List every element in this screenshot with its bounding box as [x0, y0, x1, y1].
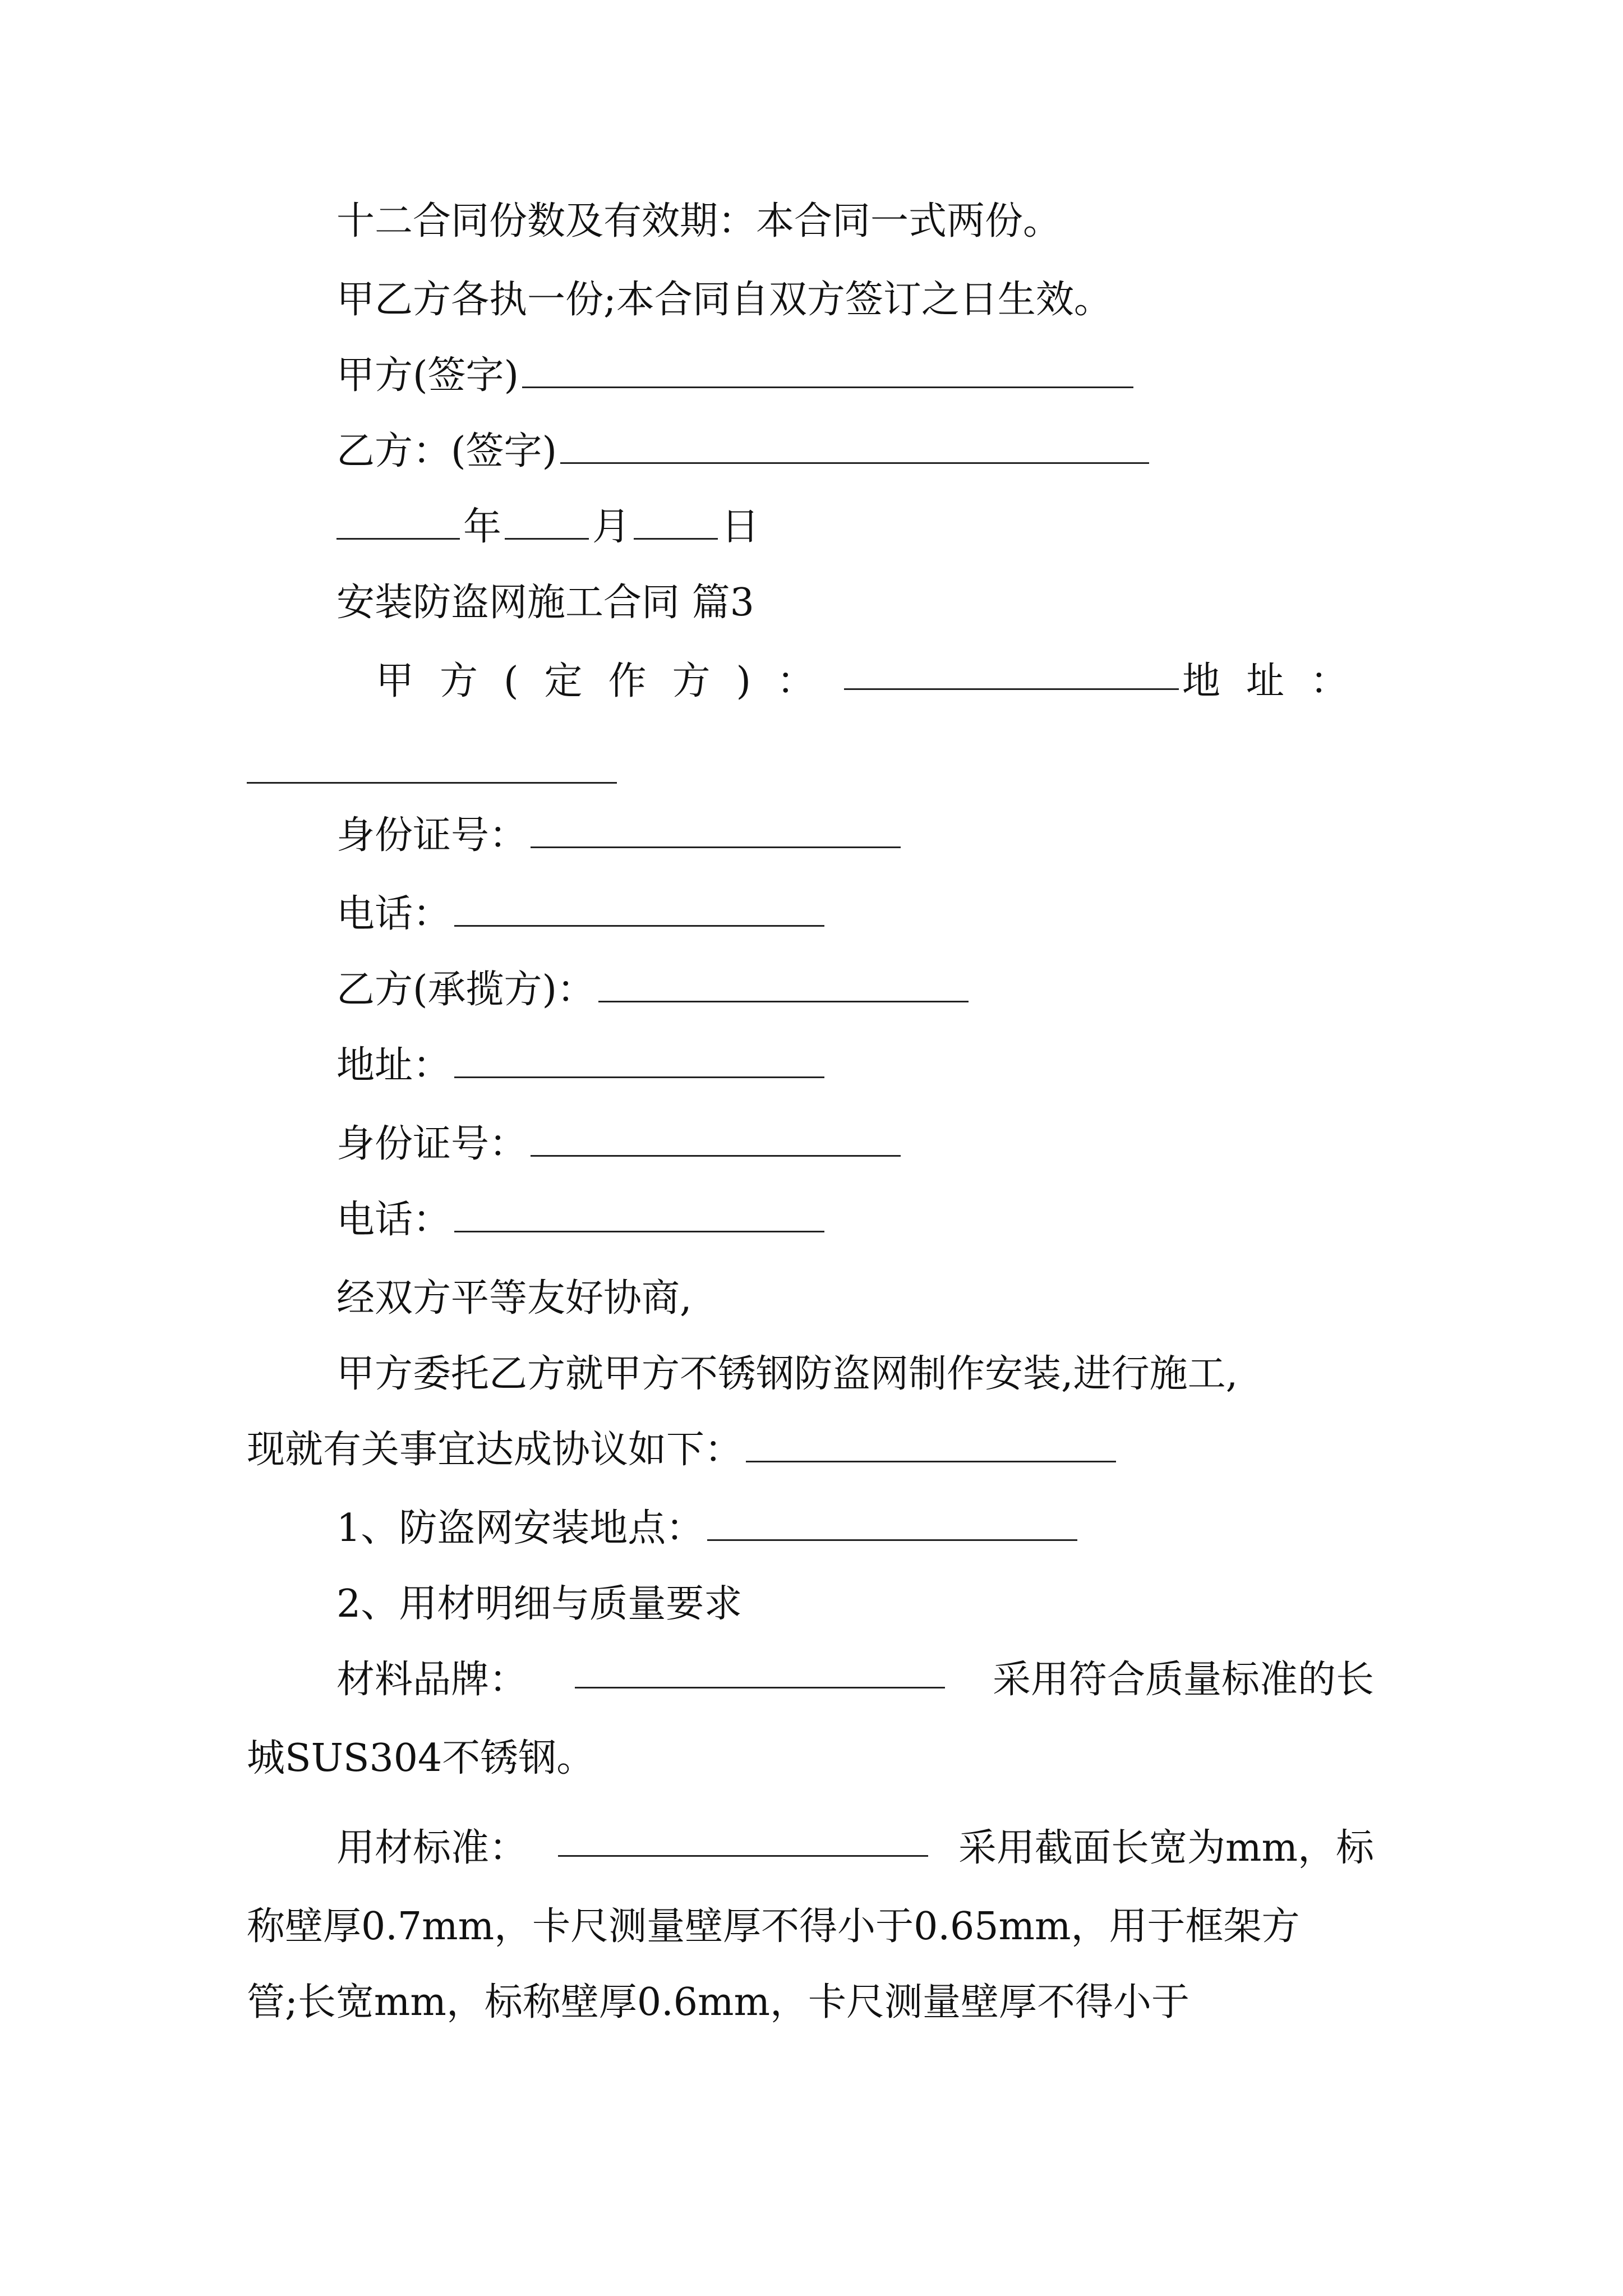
material-standard-line — [336, 1820, 1374, 1876]
agreement-blank[interactable] — [746, 1426, 1116, 1462]
year-blank[interactable] — [336, 503, 460, 540]
party-b-phone-line — [336, 1192, 1374, 1248]
party-b-id-line — [336, 1116, 1374, 1172]
party-b-name-blank[interactable] — [598, 966, 969, 1002]
party-b-phone-blank[interactable] — [454, 1196, 824, 1232]
pipe-spec-line — [247, 1975, 1374, 2031]
wall-thickness-text: 称壁厚0.7mm，卡尺测量壁厚不得小于0.65mm，用于框架方 — [247, 1904, 1300, 1949]
section-title-text: 安装防盗网施工合同 篇3 — [336, 581, 754, 625]
pipe-spec-text: 管;长宽mm，标称壁厚0.6mm，卡尺测量壁厚不得小于 — [247, 1980, 1189, 2024]
party-b-address-blank[interactable] — [454, 1042, 824, 1078]
negotiation-line — [336, 1271, 1374, 1327]
install-location-line — [336, 1501, 1374, 1557]
day-label: 日 — [721, 505, 760, 549]
party-a-signature-blank[interactable] — [522, 352, 1133, 388]
copies-text: 甲乙方各执一份;本合同自双方签订之日生效。 — [336, 278, 1112, 322]
material-standard-label: 用材标准： — [336, 1826, 528, 1870]
party-b-id-blank[interactable] — [531, 1120, 901, 1157]
agreement-line — [247, 1422, 1374, 1478]
month-blank[interactable] — [505, 503, 589, 540]
party-b-phone-label: 电话： — [336, 1198, 451, 1242]
copies-clause — [336, 272, 1374, 328]
material-brand-label: 材料品牌： — [336, 1658, 528, 1702]
party-a-signature-line — [336, 348, 1374, 404]
material-standard-blank[interactable] — [558, 1820, 928, 1857]
party-a-address-continuation — [247, 743, 1374, 799]
material-brand-text: 采用符合质量标准的长 — [992, 1658, 1374, 1702]
year-label: 年 — [463, 505, 502, 549]
party-b-contractor-label: 乙方(承揽方)： — [336, 968, 596, 1012]
party-a-id-line — [336, 808, 1374, 864]
party-a-id-label: 身份证号： — [336, 813, 528, 858]
party-a-header-line — [376, 654, 1374, 710]
material-standard-row — [336, 1820, 1374, 1876]
party-a-signature-label: 甲方(签字) — [336, 353, 519, 398]
material-steel-line — [247, 1731, 1374, 1787]
install-location-blank[interactable] — [707, 1504, 1077, 1541]
party-a-phone-line — [336, 886, 1374, 942]
materials-heading: 2、用材明细与质量要求 — [336, 1582, 743, 1626]
validity-clause — [336, 194, 1374, 250]
party-b-signature-line — [336, 424, 1374, 480]
party-a-phone-label: 电话： — [336, 892, 451, 936]
commission-line — [336, 1346, 1374, 1402]
party-a-phone-blank[interactable] — [454, 890, 824, 927]
party-a-address-blank[interactable] — [247, 747, 617, 784]
party-a-name-blank[interactable] — [844, 654, 1179, 690]
material-steel-text: 城SUS304不锈钢。 — [247, 1736, 595, 1780]
material-standard-text: 采用截面长宽为mm，标 — [958, 1826, 1374, 1870]
party-a-header-row — [376, 654, 1374, 710]
party-b-id-label: 身份证号： — [336, 1122, 528, 1166]
party-b-header-line — [336, 962, 1374, 1018]
party-b-address-label: 地址： — [336, 1043, 451, 1088]
day-blank[interactable] — [634, 503, 718, 540]
commission-text: 甲方委托乙方就甲方不锈钢防盗网制作安装,进行施工, — [336, 1352, 1238, 1396]
party-b-address-line — [336, 1038, 1374, 1094]
date-line — [336, 499, 1374, 555]
validity-text: 十二合同份数及有效期：本合同一式两份。 — [336, 199, 1062, 243]
party-a-id-blank[interactable] — [531, 812, 901, 848]
party-b-signature-blank[interactable] — [560, 427, 1149, 464]
section-title — [336, 575, 1374, 631]
material-brand-row — [336, 1652, 1374, 1708]
material-brand-blank[interactable] — [575, 1652, 945, 1688]
party-a-address-label: 地址： — [1182, 659, 1374, 703]
agreement-text: 现就有关事宜达成协议如下： — [247, 1428, 743, 1472]
party-b-signature-label: 乙方：(签字) — [336, 429, 557, 473]
party-a-client-label: 甲方(定作方)： — [376, 659, 841, 703]
materials-heading-line — [336, 1576, 1374, 1632]
negotiation-text: 经双方平等友好协商, — [336, 1276, 692, 1320]
install-location-label: 1、防盗网安装地点： — [336, 1506, 704, 1550]
wall-thickness-line — [247, 1899, 1374, 1955]
month-label: 月 — [592, 505, 631, 549]
material-brand-line — [336, 1652, 1374, 1708]
